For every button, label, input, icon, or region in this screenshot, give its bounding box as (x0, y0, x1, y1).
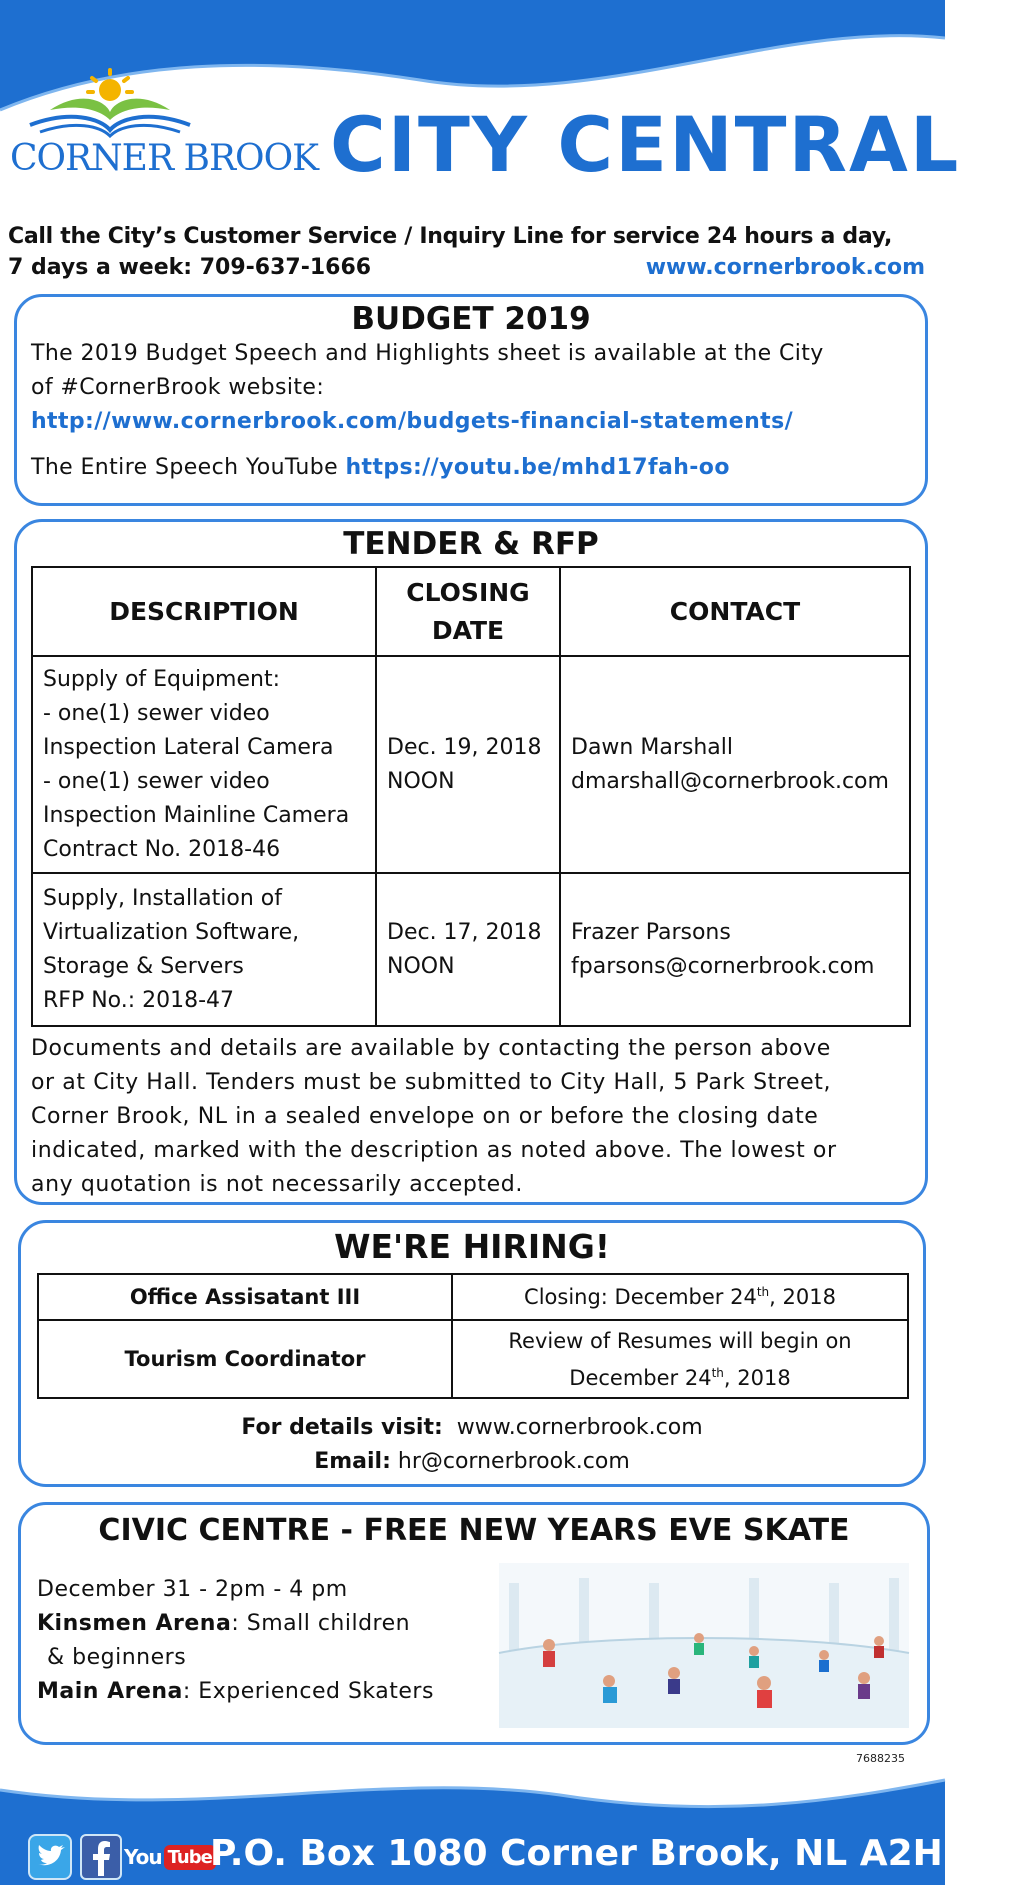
skate-details (37, 1573, 434, 1709)
contact-email[interactable]: dmarshall@cornerbrook.com (571, 768, 889, 794)
tender-notes (31, 1032, 837, 1202)
desc-line: Supply, Installation of (43, 885, 283, 911)
table-row (32, 656, 910, 873)
details-label: For details visit: (241, 1415, 443, 1440)
job-review-date (454, 1357, 906, 1394)
speech-prefix: The Entire Speech YouTube (31, 455, 339, 480)
job-title: Tourism Coordinator (38, 1320, 452, 1398)
twitter-icon[interactable] (28, 1834, 72, 1880)
ordinal-suffix: th (756, 1285, 770, 1299)
tender-closing (376, 873, 560, 1026)
logo-text: CORNER BROOK (10, 138, 318, 179)
contact-email[interactable]: fparsons@cornerbrook.com (571, 953, 875, 979)
job-closing (452, 1274, 908, 1320)
closing-date: Dec. 17, 2018 (387, 919, 542, 945)
skate-panel (18, 1502, 930, 1745)
budget-title: BUDGET 2019 (351, 301, 591, 337)
job-review-text: Review of Resumes will begin on (508, 1328, 852, 1353)
skating-illustration (499, 1563, 909, 1728)
page-title: CITY CENTRAL (330, 100, 961, 189)
desc-line: Contract No. 2018-46 (43, 836, 281, 862)
note-line: Corner Brook, NL in a sealed envelope on or before the closing date (31, 1104, 819, 1129)
note-line: or at City Hall. Tenders must be submitted to City Hall, 5 Park Street, (31, 1070, 832, 1095)
youtube-icon[interactable] (124, 1840, 216, 1874)
closing-time: NOON (387, 953, 455, 979)
job-review-year: , 2018 (723, 1365, 791, 1390)
contact-name: Frazer Parsons (571, 919, 731, 945)
tender-description (32, 873, 376, 1026)
budget-line2: of #CornerBrook website: (31, 375, 325, 400)
kinsmen-arena: Kinsmen Arena (37, 1611, 232, 1636)
skate-date-time: December 31 - 2pm - 4 pm (37, 1577, 348, 1602)
main-arena: Main Arena (37, 1679, 183, 1704)
tender-panel (14, 519, 928, 1205)
desc-line: Storage & Servers (43, 953, 244, 979)
tender-header-row (32, 567, 910, 656)
desc-line: - one(1) sewer video (43, 700, 270, 726)
table-row (32, 873, 910, 1026)
sun-icon (88, 70, 132, 101)
reference-number: 7688235 (856, 1752, 905, 1765)
hiring-details (21, 1411, 923, 1479)
job-closing-text: Closing: December 24 (524, 1285, 757, 1309)
desc-line: - one(1) sewer video (43, 768, 270, 794)
email-line (21, 1445, 923, 1479)
job-review-date-text: December 24 (569, 1365, 712, 1390)
desc-line: Inspection Lateral Camera (43, 734, 334, 760)
service-hours-phone: 7 days a week: 709-637-1666 (8, 255, 372, 280)
details-line (21, 1411, 923, 1445)
tender-title: TENDER & RFP (343, 526, 599, 562)
desc-line: Virtualization Software, (43, 919, 300, 945)
email-label: Email: (314, 1449, 391, 1474)
tender-closing (376, 656, 560, 873)
closing-date: Dec. 19, 2018 (387, 734, 542, 760)
header-closing-date (376, 567, 560, 656)
postal-address: P.O. Box 1080 Corner Brook, NL A2H 6E1 (210, 1833, 1030, 1874)
note-line: any quotation is not necessarily accepted. (31, 1172, 523, 1197)
note-line: Documents and details are available by contacting the person above (31, 1036, 831, 1061)
hiring-title: WE'RE HIRING! (334, 1227, 610, 1266)
hiring-table (37, 1273, 909, 1399)
header-contact: CONTACT (560, 567, 910, 656)
job-closing (452, 1320, 908, 1398)
job-closing-year: , 2018 (769, 1285, 836, 1309)
service-line: Call the City’s Customer Service / Inquiry Line for service 24 hours a day, (8, 224, 893, 249)
budget-link[interactable]: http://www.cornerbrook.com/budgets-financial-statements/ (31, 409, 793, 434)
contact-name: Dawn Marshall (571, 734, 733, 760)
main-desc: : Experienced Skaters (182, 1679, 434, 1704)
youtube-label-tube: Tube (164, 1845, 216, 1870)
desc-line: Supply of Equipment: (43, 666, 280, 692)
speech-line (31, 451, 730, 485)
table-row (38, 1320, 908, 1398)
website-link[interactable]: www.cornerbrook.com (645, 255, 925, 280)
skate-title: CIVIC CENTRE - FREE NEW YEARS EVE SKATE (98, 1513, 850, 1548)
speech-link[interactable]: https://youtu.be/mhd17fah-oo (345, 455, 730, 480)
email-address[interactable]: hr@cornerbrook.com (397, 1449, 630, 1474)
skate-main (37, 1675, 434, 1709)
skate-beginners: & beginners (47, 1645, 187, 1670)
kinsmen-desc: : Small children (231, 1611, 411, 1636)
tender-table (31, 566, 911, 1027)
desc-line: Inspection Mainline Camera (43, 802, 350, 828)
closing-time: NOON (387, 768, 455, 794)
tender-contact (560, 873, 910, 1026)
header-closing-1: CLOSING (406, 577, 530, 607)
header-description: DESCRIPTION (32, 567, 376, 656)
desc-line: RFP No.: 2018-47 (43, 987, 235, 1013)
hiring-panel (18, 1220, 926, 1487)
budget-line1: The 2019 Budget Speech and Highlights sheet is available at the City (31, 341, 824, 366)
note-line: indicated, marked with the description as noted above. The lowest or (31, 1138, 837, 1163)
header-closing-2: DATE (431, 615, 505, 645)
tender-contact (560, 656, 910, 873)
tender-description (32, 656, 376, 873)
details-url[interactable]: www.cornerbrook.com (456, 1415, 703, 1440)
budget-panel (14, 294, 928, 506)
skate-kinsmen (37, 1607, 434, 1641)
youtube-label-you: You (124, 1845, 162, 1869)
job-title: Office Assisatant III (38, 1274, 452, 1320)
table-row (38, 1274, 908, 1320)
facebook-icon[interactable] (80, 1834, 122, 1880)
ordinal-suffix: th (711, 1365, 724, 1380)
